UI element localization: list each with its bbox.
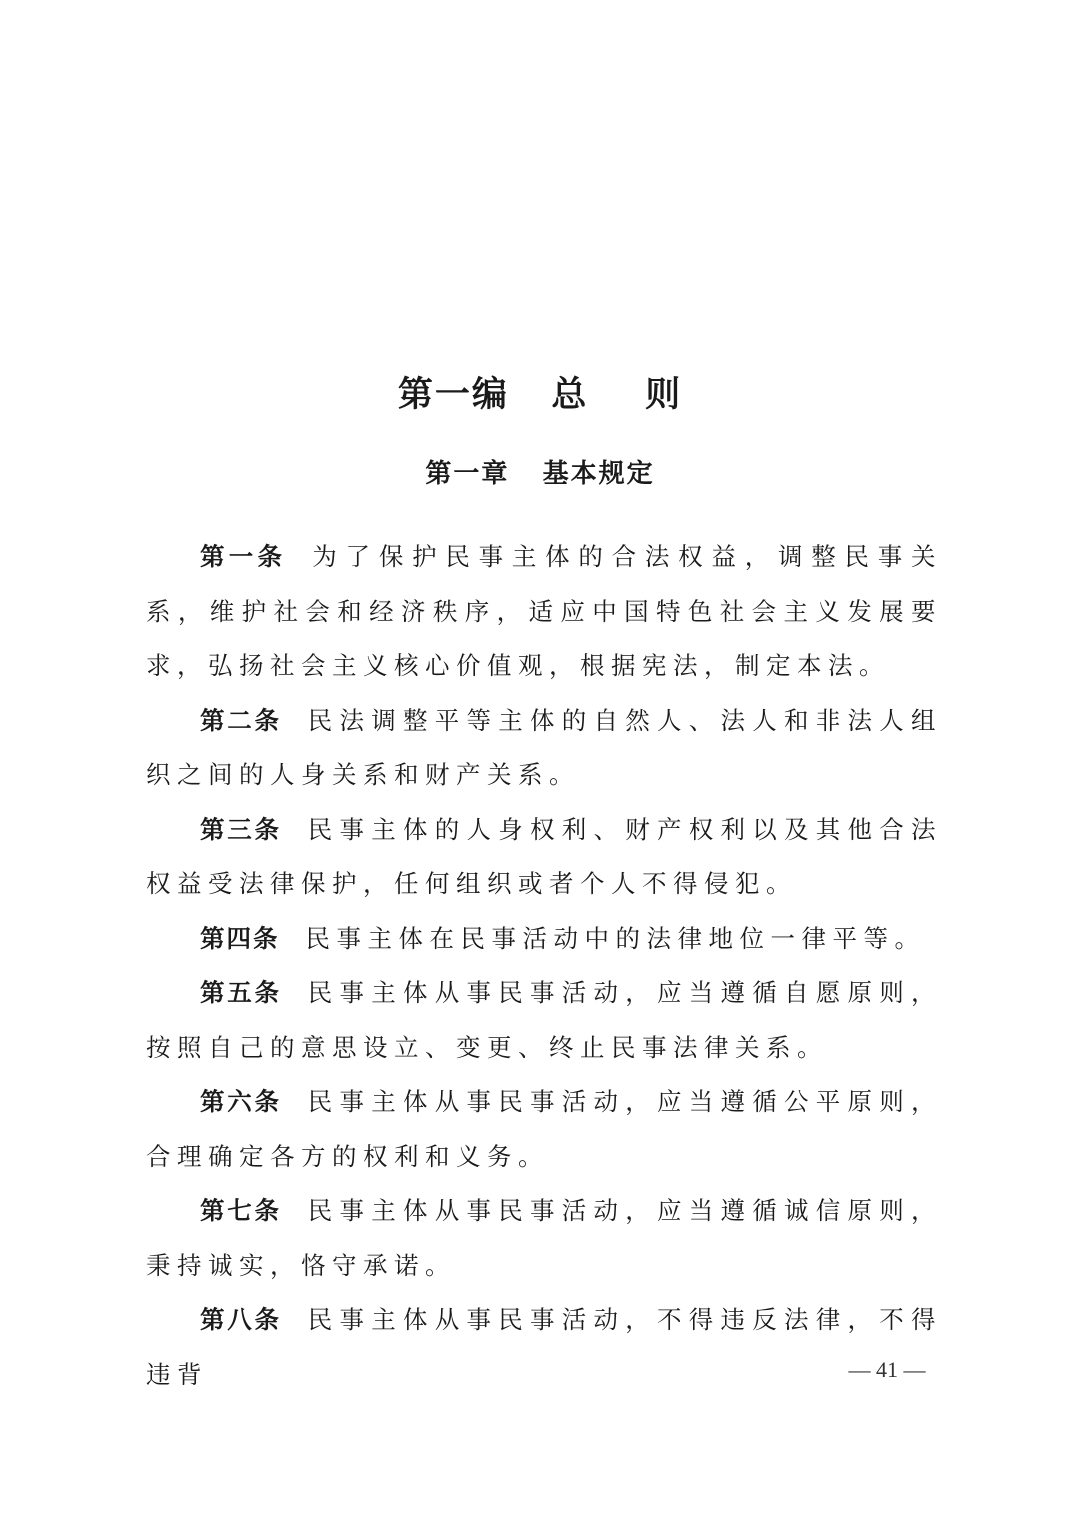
article-3 <box>146 803 942 912</box>
article-number: 第二条 <box>200 705 282 735</box>
article-number: 第八条 <box>200 1305 282 1334</box>
article-7 <box>146 1184 942 1293</box>
page-number: — 41 — <box>848 1357 926 1382</box>
article-text: 民事主体在民事活动中的法律地位一律平等。 <box>305 923 926 953</box>
article-text: 民事主体从事民事活动，应当遵循公平原则，合理确定各方的权利和义务。 <box>146 1087 942 1171</box>
part-title: 第一编 总 则 <box>397 375 683 415</box>
article-number: 第五条 <box>200 978 282 1007</box>
article-text: 民事主体从事民事活动，应当遵循诚信原则，秉持诚实，恪守承诺。 <box>146 1196 942 1280</box>
article-8 <box>146 1293 942 1402</box>
article-2 <box>146 694 942 803</box>
article-text: 民事主体从事民事活动，不得违反法律，不得违背 <box>146 1305 942 1389</box>
chapter-title: 第一章 基本规定 <box>425 459 655 489</box>
article-6 <box>146 1075 942 1184</box>
article-number: 第四条 <box>200 923 280 953</box>
article-number: 第六条 <box>200 1087 282 1116</box>
article-5 <box>146 966 942 1075</box>
article-text: 民事主体从事民事活动，应当遵循自愿原则，按照自己的意思设立、变更、终止民事法律关系。 <box>146 978 942 1062</box>
article-number: 第七条 <box>200 1196 282 1225</box>
article-number: 第一条 <box>200 542 287 571</box>
article-text: 民法调整平等主体的自然人、法人和非法人组织之间的人身关系和财产关系。 <box>146 705 942 789</box>
article-number: 第三条 <box>200 814 282 844</box>
article-4 <box>146 912 942 967</box>
article-list <box>146 530 942 1402</box>
article-text: 为了保护民事主体的合法权益，调整民事关系，维护社会和经济秩序，适应中国特色社会主义发展要求，弘扬社会主义核心价值观，根据宪法，制定本法。 <box>146 542 943 680</box>
article-1 <box>146 530 942 694</box>
article-text: 民事主体的人身权利、财产权利以及其他合法权益受法律保护，任何组织或者个人不得侵犯。 <box>146 814 942 898</box>
